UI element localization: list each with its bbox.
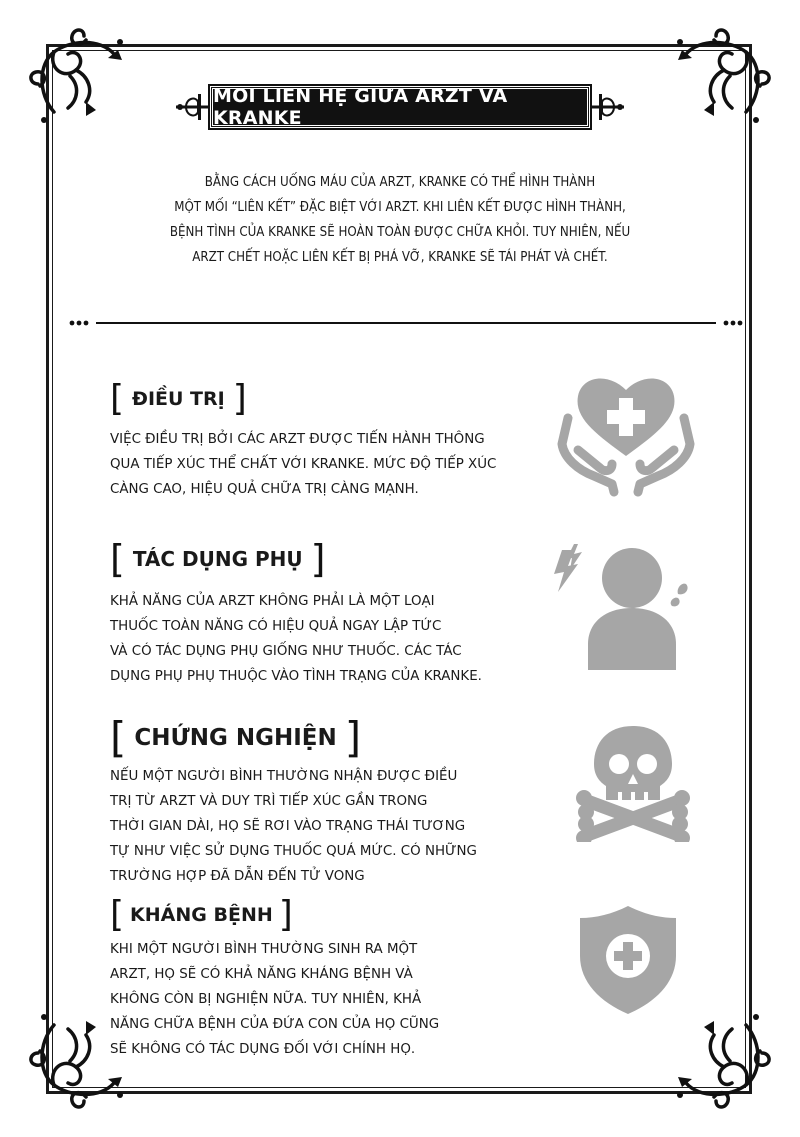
corner-ornament-icon	[666, 24, 776, 134]
section-title: TÁC DỤNG PHỤ	[132, 547, 303, 571]
section-text	[110, 937, 439, 1062]
title-banner	[176, 86, 624, 130]
sick-person-icon	[548, 540, 698, 674]
intro-line: BỆNH TÌNH CỦA KRANKE SẼ HOÀN TOÀN ĐƯỢC CHỮA KHỎI. TUY NHIÊN, NẾU	[169, 225, 631, 240]
section-title: CHỨNG NGHIỆN	[134, 724, 337, 751]
text-line: CÀNG CAO, HIỆU QUẢ CHỮA TRỊ CÀNG MẠNH.	[110, 482, 419, 497]
text-line: THỜI GIAN DÀI, HỌ SẼ RƠI VÀO TRẠNG THÁI TƯƠNG	[110, 819, 466, 834]
section-divider	[68, 316, 744, 330]
intro-line: ARZT CHẾT HOẶC LIÊN KẾT BỊ PHÁ VỠ, KRANKE SẼ TÁI PHÁT VÀ CHẾT.	[192, 250, 608, 265]
section-text	[110, 764, 477, 889]
section-side-effects	[110, 537, 482, 689]
section-addiction	[110, 713, 477, 889]
section-title: KHÁNG BỆNH	[130, 903, 273, 926]
section-treatment	[110, 378, 496, 502]
text-line: KHÔNG CÒN BỊ NGHIỆN NỮA. TUY NHIÊN, KHẢ	[110, 992, 422, 1007]
skull-crossbones-icon	[574, 722, 692, 842]
shield-cross-icon	[578, 904, 678, 1016]
text-line: THUỐC TOÀN NĂNG CÓ HIỆU QUẢ NGAY LẬP TỨC	[110, 619, 442, 634]
section-heading: [ CHỨNG NGHIỆN ]	[110, 713, 362, 762]
text-line: TRỊ TỪ ARZT VÀ DUY TRÌ TIẾP XÚC GẦN TRONG	[110, 794, 428, 809]
section-resistance	[110, 894, 439, 1062]
text-line: NẾU MỘT NGƯỜI BÌNH THƯỜNG NHẬN ĐƯỢC ĐIỀU	[110, 769, 458, 784]
text-line: KHẢ NĂNG CỦA ARZT KHÔNG PHẢI LÀ MỘT LOẠI	[110, 594, 435, 609]
text-line: NĂNG CHỮA BỆNH CỦA ĐỨA CON CỦA HỌ CŨNG	[110, 1017, 440, 1032]
text-line: DỤNG PHỤ PHỤ THUỘC VÀO TÌNH TRẠNG CỦA KRANKE.	[110, 669, 482, 684]
intro-line: MỘT MỐI “LIÊN KẾT” ĐẶC BIỆT VỚI ARZT. KHI LIÊN KẾT ĐƯỢC HÌNH THÀNH,	[174, 200, 626, 215]
text-line: SẼ KHÔNG CÓ TÁC DỤNG ĐỐI VỚI CHÍNH HỌ.	[110, 1042, 416, 1057]
intro-line: BẰNG CÁCH UỐNG MÁU CỦA ARZT, KRANKE CÓ THỂ HÌNH THÀNH	[204, 175, 596, 190]
page-title: MỐI LIÊN HỆ GIỮA ARZT VÀ KRANKE	[213, 85, 508, 129]
section-text	[110, 427, 496, 502]
text-line: TRƯỜNG HỢP ĐÃ DẪN ĐẾN TỬ VONG	[110, 869, 365, 884]
text-line: TỰ NHƯ VIỆC SỬ DỤNG THUỐC QUÁ MỨC. CÓ NHỮNG	[110, 844, 477, 859]
corner-ornament-icon	[24, 24, 134, 134]
text-line: VIỆC ĐIỀU TRỊ BỞI CÁC ARZT ĐƯỢC TIẾN HÀNH THÔNG	[110, 432, 485, 447]
section-heading: [ TÁC DỤNG PHỤ ]	[110, 537, 326, 581]
text-line: ARZT, HỌ SẼ CÓ KHẢ NĂNG KHÁNG BỆNH VÀ	[110, 967, 413, 982]
section-heading: [ ĐIỀU TRỊ ]	[110, 378, 247, 419]
section-text	[110, 589, 482, 689]
fleur-ornament-icon	[592, 90, 624, 124]
title-box	[210, 86, 590, 128]
fleur-ornament-icon	[176, 90, 208, 124]
text-line: QUA TIẾP XÚC THỂ CHẤT VỚI KRANKE. MỨC ĐỘ TIẾP XÚC	[110, 457, 497, 472]
text-line: KHI MỘT NGƯỜI BÌNH THƯỜNG SINH RA MỘT	[110, 942, 418, 957]
corner-ornament-icon	[666, 1003, 776, 1113]
section-title: ĐIỀU TRỊ	[132, 387, 225, 410]
text-line: VÀ CÓ TÁC DỤNG PHỤ GIỐNG NHƯ THUỐC. CÁC TÁC	[110, 644, 462, 659]
section-heading: [ KHÁNG BỆNH ]	[110, 894, 293, 935]
intro-paragraph	[150, 170, 650, 270]
heart-cross-hands-icon	[556, 372, 696, 498]
